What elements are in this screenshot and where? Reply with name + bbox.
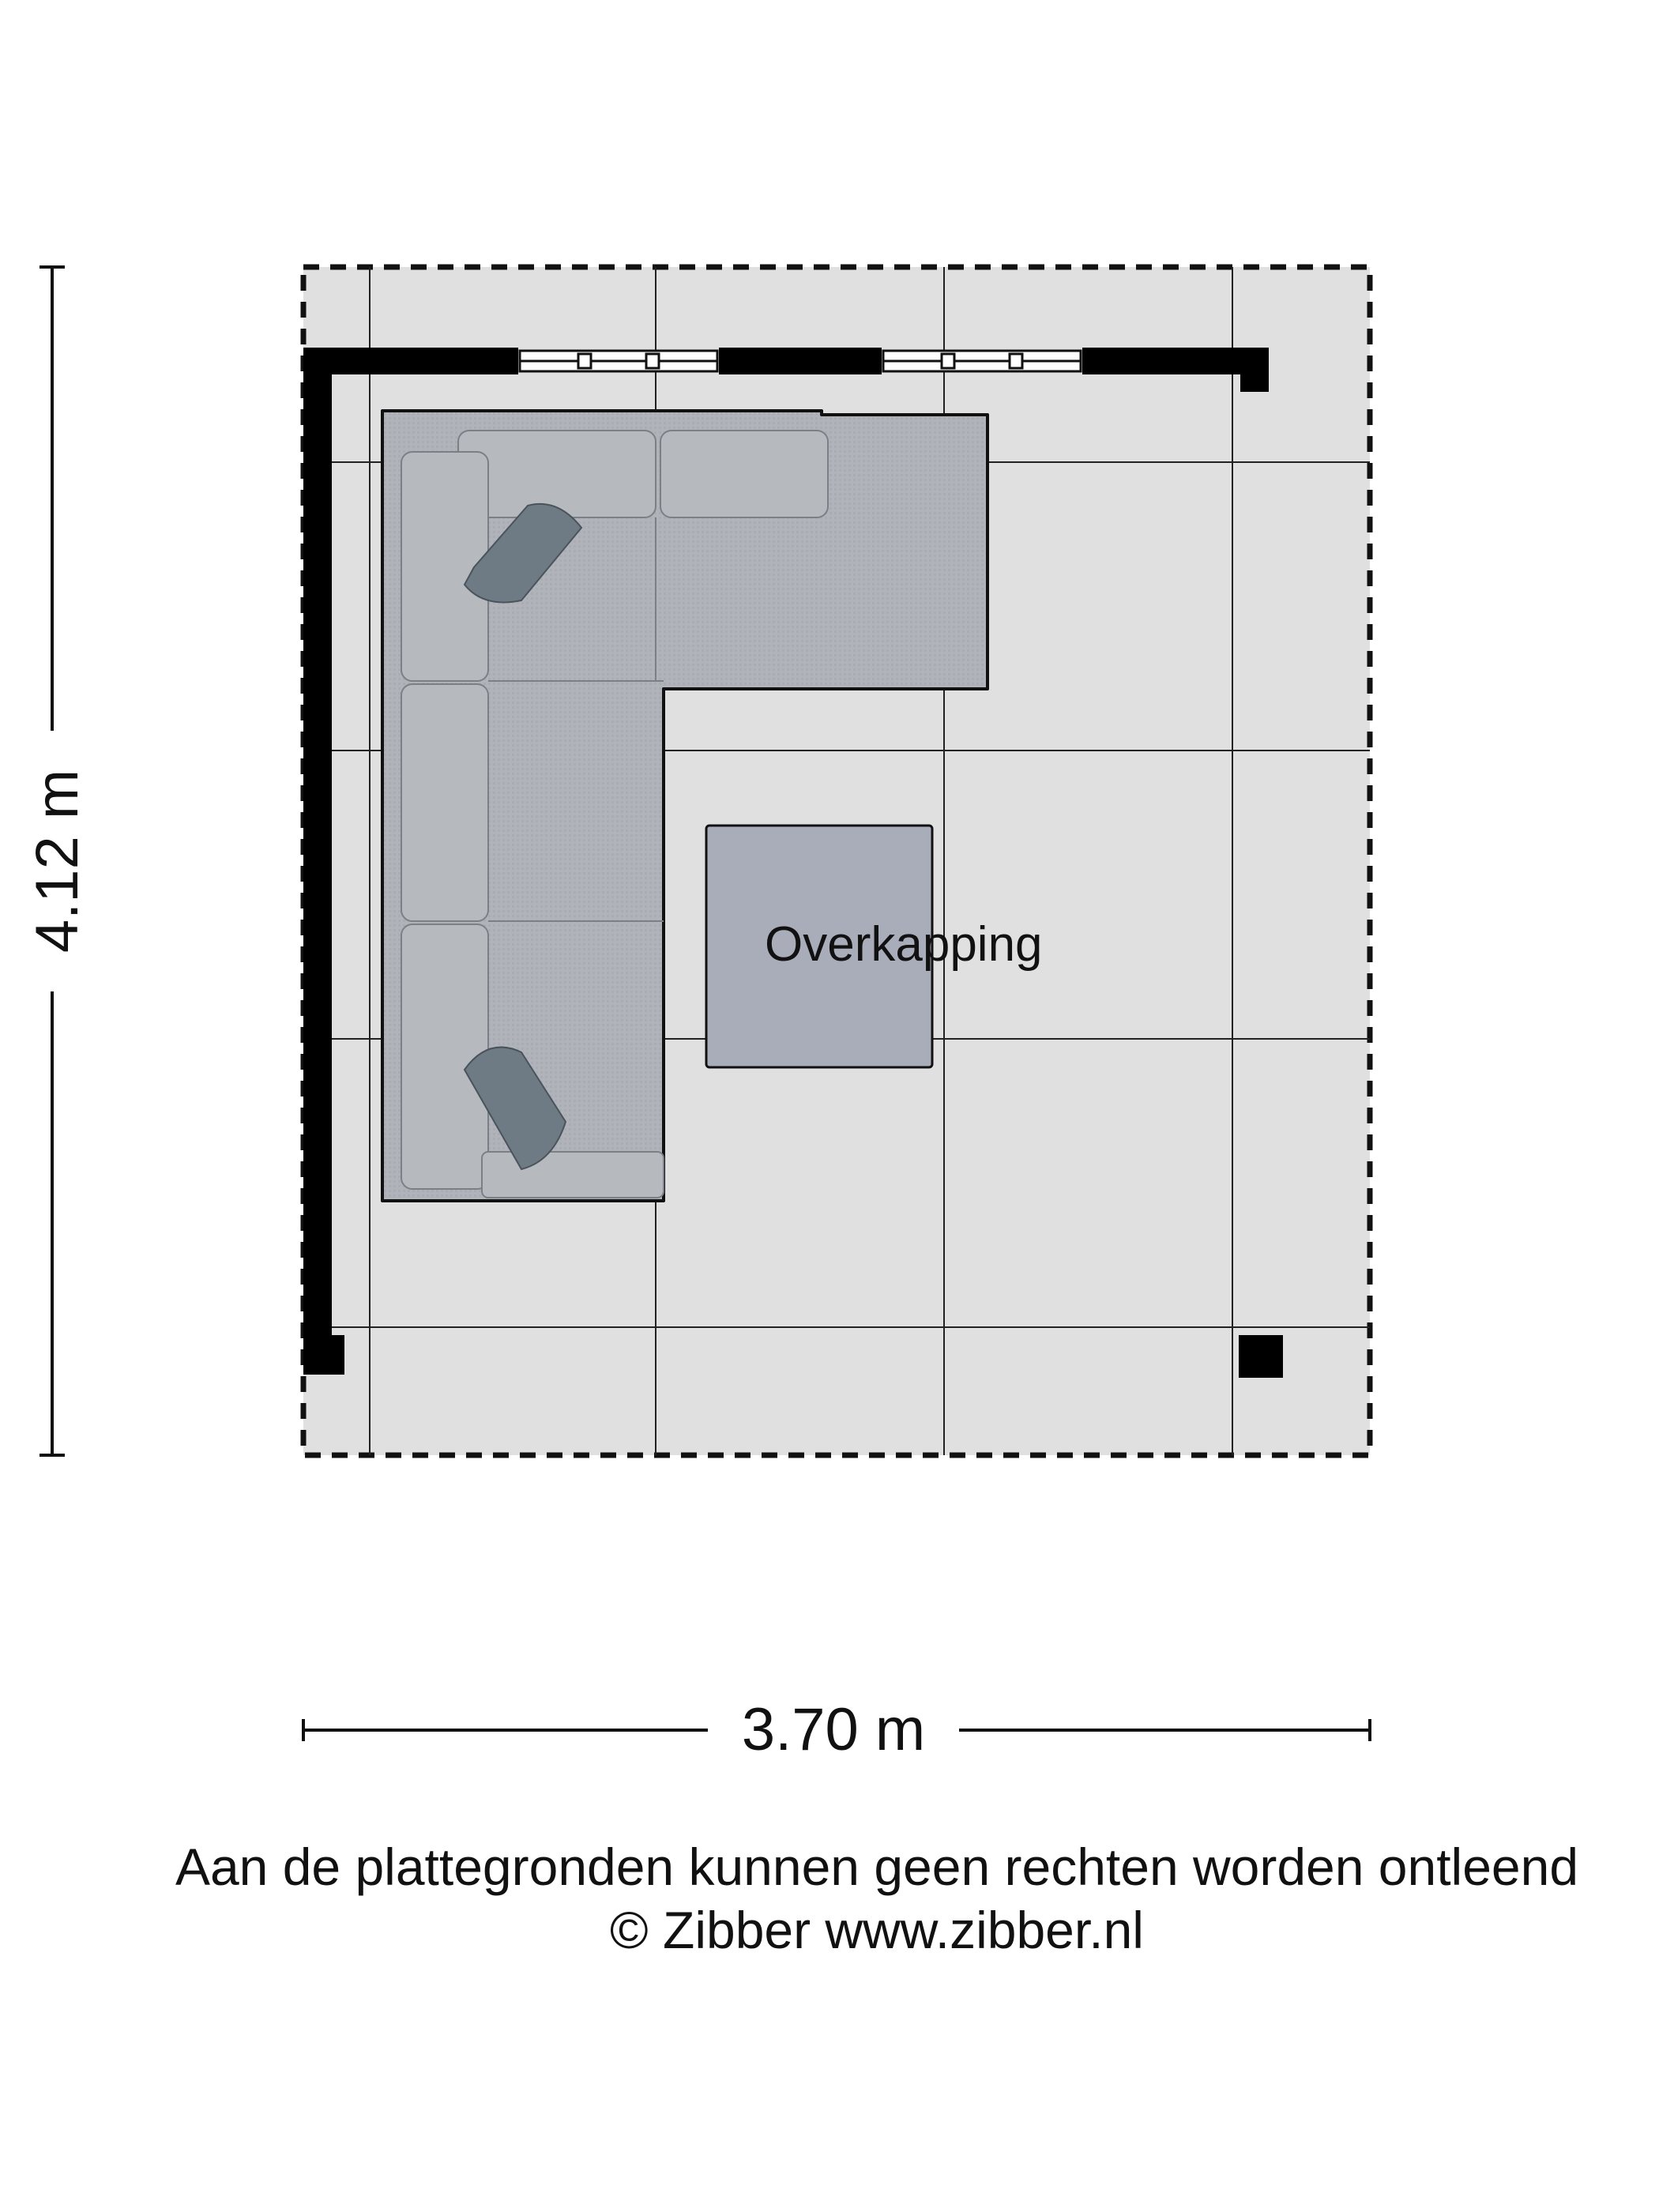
- width-label: 3.70 m: [741, 1696, 926, 1763]
- copyright-text: © Zibber www.zibber.nl: [610, 1901, 1144, 1959]
- room-label: Overkapping: [765, 917, 1043, 972]
- window-left: [520, 351, 717, 371]
- column: [1239, 1335, 1283, 1378]
- height-label: 4.12 m: [24, 769, 91, 954]
- window-right: [883, 351, 1081, 371]
- disclaimer-text: Aan de plattegronden kunnen geen rechten worden ontleend: [175, 1838, 1579, 1896]
